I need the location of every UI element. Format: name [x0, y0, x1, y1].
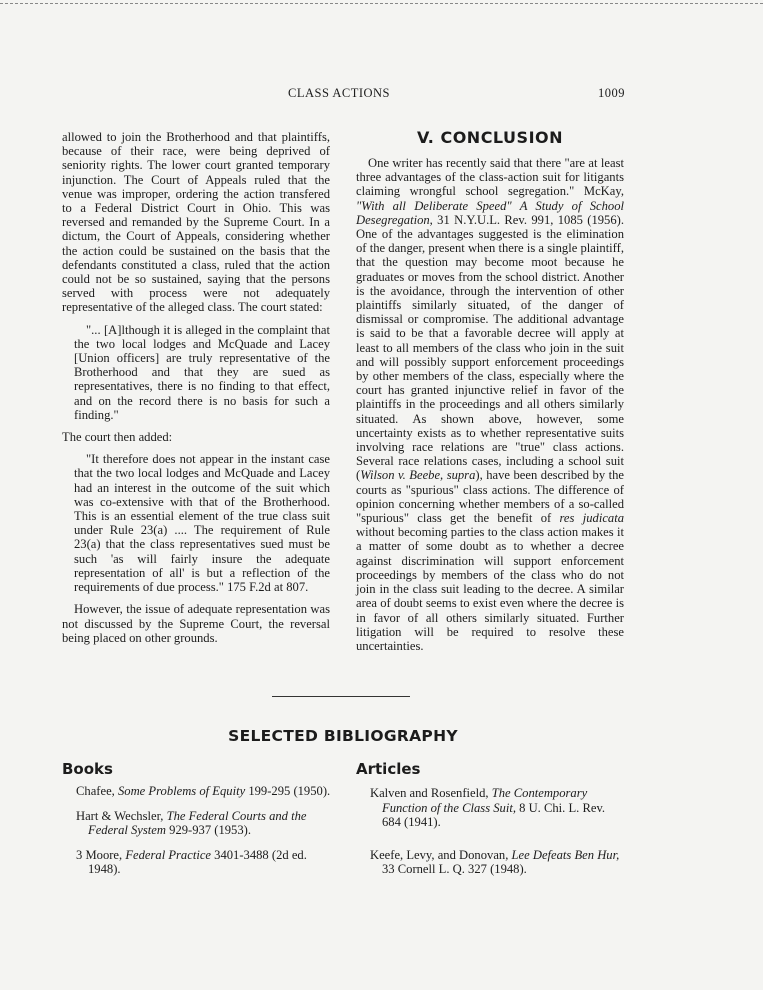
bib-detail: 929-937 (1953). [166, 823, 251, 838]
quote-text: "... [A]lthough it is alleged in the complaint that the two local lodges and McQuade and Lacey [Union officers] are truly representative of the Brotherhood and that they are sued as representatives, there is no finding to that effect, and on the record there is no basis for such a finding." [74, 322, 330, 422]
bib-title: Lee Defeats Ben Hur, [511, 847, 620, 862]
bib-entry [356, 848, 624, 877]
bib-detail: 199-295 (1950). [245, 784, 331, 798]
bibliography-heading: SELECTED BIBLIOGRAPHY [228, 727, 458, 745]
conclusion-paragraph [356, 156, 624, 653]
bib-entry [356, 786, 624, 830]
bib-entry [62, 809, 334, 838]
body-paragraph: allowed to join the Brotherhood and that plaintiffs, because of their race, were being deprived of seniority rights. The lower court granted temporary injunction. The Court of Appeals ruled that the venue was improper, ordering the action transfered to a Federal District Court in Ohio. This was reversed and remanded by the Supreme Court. In a dictum, the Court of Appeals, considering whether the action could be sustained on the basis that the defendants constituted a class, ruled that the action could not be so sustained, saying that the persons served with process were not adequately representative of the alleged class. The court stated: [62, 130, 330, 315]
bib-title: Federal Practice [125, 847, 212, 862]
quote-text: "It therefore does not appear in the instant case that the two local lodges and McQuade and Lacey had an interest in the outcome of the suit which was co-extensive with that of the Brotherhood. This is an essential element of the true class suit under Rule 23(a) .... The requirement of Rule 23(a) that the class representatives sued must be such 'as will fairly insure the adequate representation of all' is but a reflection of the requirements of due process." 175 F.2d at 807. [74, 452, 330, 595]
bib-entry [62, 784, 334, 799]
top-scan-rule [0, 3, 763, 4]
bib-entry [62, 848, 334, 877]
latin-term: res judicata [559, 511, 625, 526]
articles-heading: Articles [356, 760, 421, 778]
bib-detail: 8 U. Chi. L. Rev. 684 (1941). [382, 800, 606, 830]
books-list [62, 784, 334, 887]
body-paragraph: The court then added: [62, 430, 173, 445]
block-quote [74, 452, 330, 594]
running-head-title: CLASS ACTIONS [288, 86, 391, 100]
text-run: One writer has recently said that there "are at least three advantages of the class-action suit for litigants claiming wrongful school segregation." McKay, [356, 156, 624, 199]
bib-title: The Contemporary Function of the Class Suit, [382, 786, 588, 815]
running-head [0, 86, 763, 104]
bib-title: The Federal Courts and the Federal System [88, 808, 307, 838]
bib-author: Kalven and Rosenfield, [370, 786, 492, 800]
bib-detail: 33 Cornell L. Q. 327 (1948). [382, 862, 527, 877]
bib-author: 3 Moore, [76, 847, 126, 862]
bib-author: Chafee, [76, 784, 118, 798]
case-name: Wilson v. Beebe, supra [360, 468, 476, 483]
right-column [356, 156, 624, 653]
books-heading: Books [62, 760, 113, 778]
page-number: 1009 [598, 86, 625, 100]
citation-title: "With all Deliberate Speed" A Study of School Desegregation, [356, 198, 624, 227]
bib-detail: 3401-3488 (2d ed. 1948). [88, 847, 307, 877]
articles-list [356, 786, 624, 895]
text-run: ), have been described by the courts as "spurious" class actions. The difference of opinion concerning whether members of a so-called "spurious" class get the benefit of [356, 468, 624, 526]
body-paragraph: However, the issue of adequate representation was not discussed by the Supreme Court, the reversal being placed on other grounds. [62, 602, 330, 645]
bib-author: Keefe, Levy, and Donovan, [370, 847, 512, 862]
bib-author: Hart & Wechsler, [76, 808, 167, 823]
text-run: without becoming parties to the class action makes it a matter of some doubt as to whether a decree against discrimination will support enforcement proceedings by members of the class who do not join in the class suit leading to the decree. A similar area of doubt seems to exist even where the decree is in favor of all others similarly situated. Further litigation will be required to resolve these uncertainties. [356, 525, 624, 653]
section-heading-conclusion: V. CONCLUSION [416, 128, 564, 147]
section-divider [272, 696, 410, 697]
left-column [62, 130, 330, 645]
text-run: 31 N.Y.U.L. Rev. 991, 1085 (1956). One of the advantages suggested is the elimination of the danger, present when there is a single plaintiff, that the question may become moot because he graduates or moves from the school district. Another is the avoidance, through the intervention of other plaintiffs similarly situated, of the danger of dismissal or compromise. The additional advantage is said to be that a favorable decree will apply at least to all members of the class who join in the suit and will possibly support enforcement proceedings by other members of the class, especially where the court has granted injunctive relief in favor of the plaintiffs in the proceedings and all others similarly situated. As shown above, however, some uncertainty exists as to whether representative suits involving race relations are "true" class actions. Several race relations cases, including a school suit ( [356, 212, 624, 483]
bib-title: Some Problems of Equity [117, 784, 246, 798]
block-quote [74, 323, 330, 422]
